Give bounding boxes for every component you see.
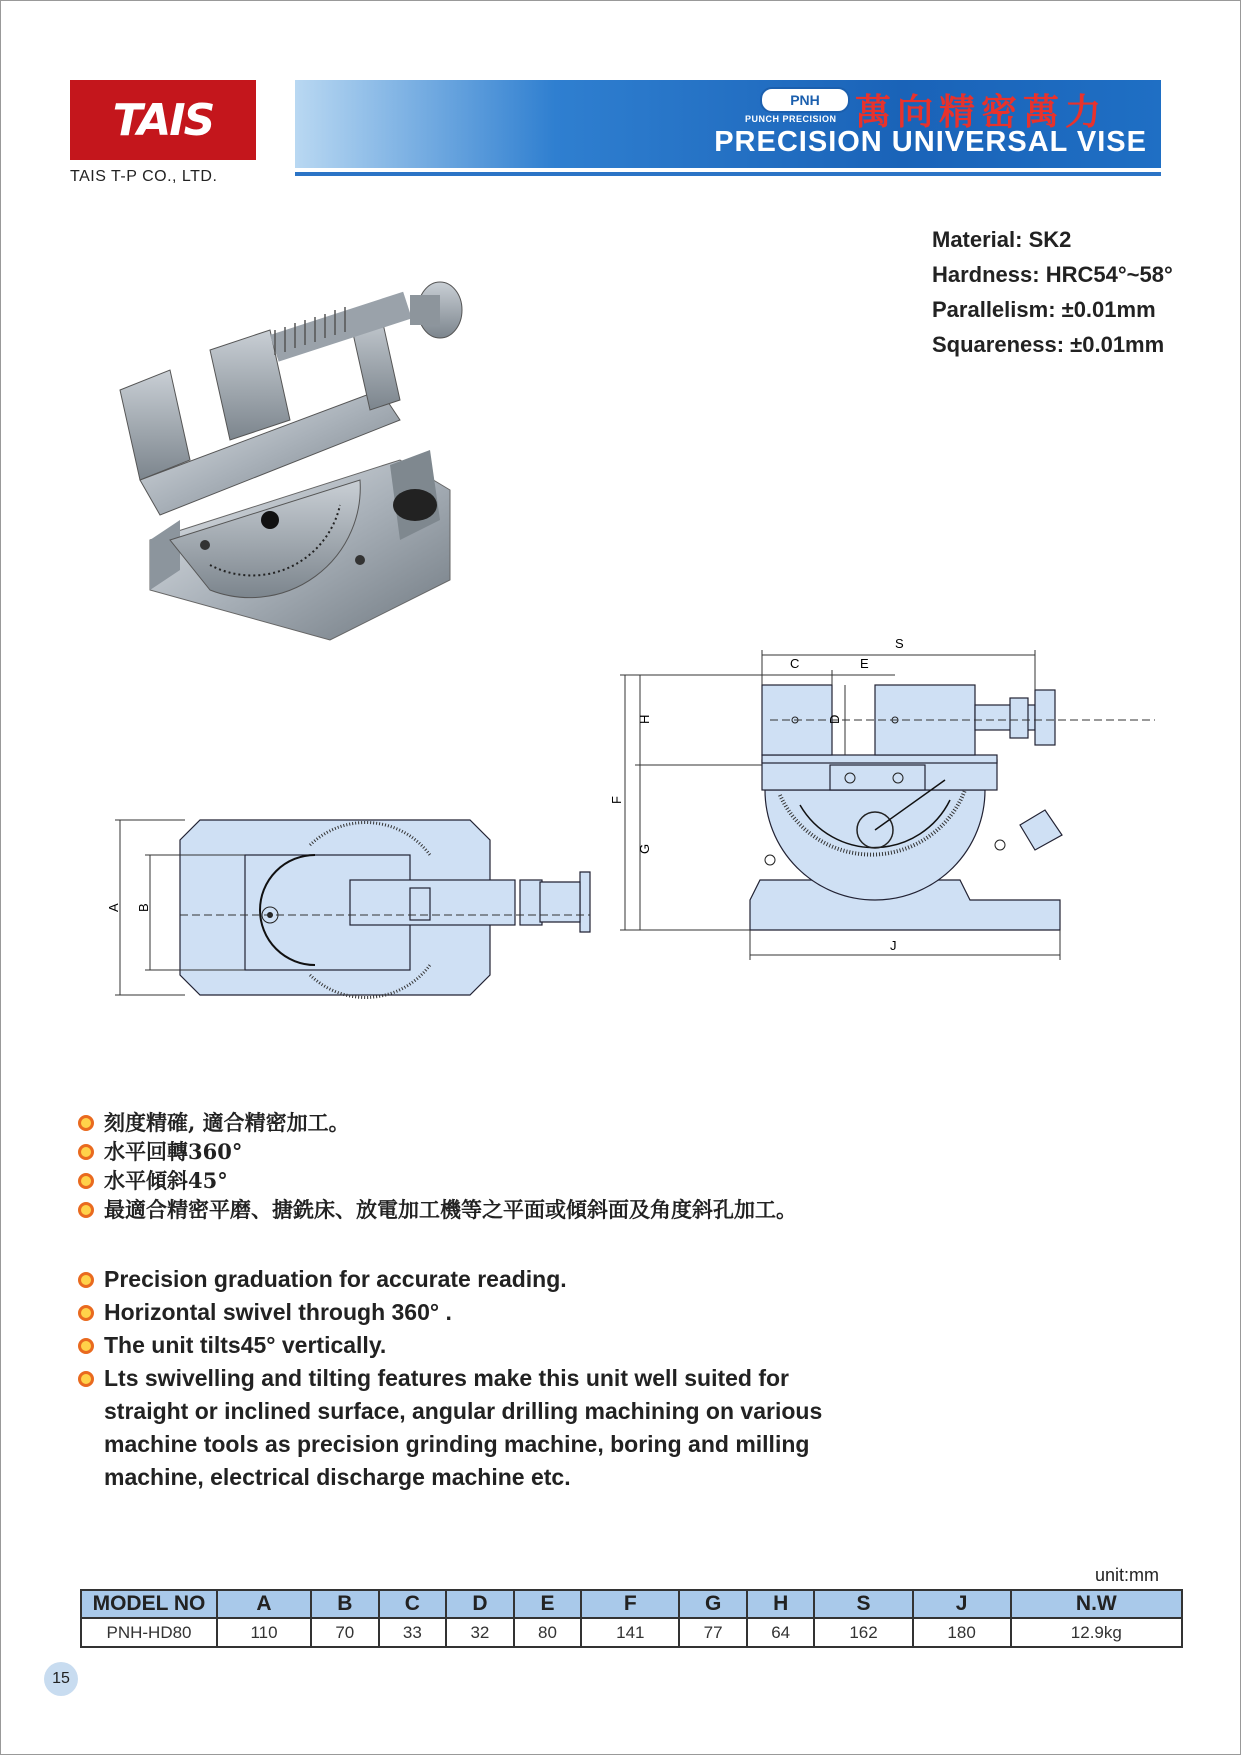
dim-label-g: G (637, 843, 652, 854)
spec-list (932, 222, 1173, 362)
list-item (78, 1195, 797, 1224)
top-view-drawing (106, 800, 630, 1020)
title-banner (295, 80, 1161, 168)
table-header: E (514, 1590, 582, 1618)
table-cell: 180 (913, 1618, 1011, 1647)
badge-subtitle: PUNCH PRECISION (745, 114, 837, 124)
table-row (81, 1618, 1182, 1647)
table-header: H (747, 1590, 815, 1618)
table-cell: 141 (581, 1618, 679, 1647)
table-header: C (379, 1590, 447, 1618)
spec-hardness: Hardness: HRC54°~58° (932, 262, 1173, 287)
list-item (78, 1329, 838, 1362)
chinese-feature-list (78, 1108, 797, 1224)
bullet-icon (78, 1144, 94, 1160)
table-cell: 80 (514, 1618, 582, 1647)
dim-label-h: H (637, 714, 652, 724)
table-header: J (913, 1590, 1011, 1618)
dim-label-e: E (860, 656, 869, 671)
english-feature-list (78, 1263, 838, 1494)
dim-label-f: F (609, 796, 624, 804)
table-header: G (679, 1590, 747, 1618)
banner-underline (295, 172, 1161, 176)
dim-label-d: D (827, 714, 842, 724)
table-cell: 162 (814, 1618, 912, 1647)
feature-text: 水平回轉360° (104, 1139, 243, 1164)
table-header: D (446, 1590, 514, 1618)
feature-text: 刻度精確, 適合精密加工。 (104, 1110, 350, 1135)
table-cell: 12.9kg (1011, 1618, 1182, 1647)
table-header: MODEL NO (81, 1590, 217, 1618)
spec-parallelism: Parallelism: ±0.01mm (932, 297, 1156, 322)
spec-squareness: Squareness: ±0.01mm (932, 332, 1165, 357)
company-name: TAIS T-P CO., LTD. (70, 168, 218, 185)
list-item (78, 1362, 838, 1494)
table-cell: 33 (379, 1618, 447, 1647)
list-item (78, 1296, 838, 1329)
list-item (78, 1263, 838, 1296)
bullet-icon (78, 1173, 94, 1189)
feature-text: 水平傾斜45° (104, 1168, 228, 1193)
table-cell: 77 (679, 1618, 747, 1647)
table-cell: 32 (446, 1618, 514, 1647)
spec-table (80, 1589, 1183, 1648)
dim-label-c: C (790, 656, 800, 671)
bullet-icon (78, 1371, 94, 1387)
dim-label-s: S (895, 636, 904, 651)
bullet-icon (78, 1202, 94, 1218)
table-header: S (814, 1590, 912, 1618)
page-number: 15 (44, 1662, 78, 1696)
table-cell: 70 (311, 1618, 379, 1647)
dim-label-j: J (890, 938, 897, 953)
bullet-icon (78, 1272, 94, 1288)
bullet-icon (78, 1115, 94, 1131)
feature-text: Precision graduation for accurate reading. (104, 1266, 567, 1292)
logo-text: TAIS (112, 94, 214, 146)
table-cell: 110 (217, 1618, 311, 1647)
bullet-icon (78, 1338, 94, 1354)
dim-label-a: A (106, 903, 121, 912)
chinese-title: 萬向精密萬力 (855, 91, 1108, 133)
pnh-badge: PNH (760, 87, 850, 113)
spec-material: Material: SK2 (932, 227, 1072, 252)
list-item (78, 1166, 797, 1195)
company-logo (70, 80, 256, 160)
table-cell: PNH-HD80 (81, 1618, 217, 1647)
list-item (78, 1137, 797, 1166)
list-item (78, 1108, 797, 1137)
table-header: N.W (1011, 1590, 1182, 1618)
english-title: PRECISION UNIVERSAL VISE (714, 126, 1147, 158)
feature-text: The unit tilts45° vertically. (104, 1332, 387, 1358)
table-cell: 64 (747, 1618, 815, 1647)
table-header: F (581, 1590, 679, 1618)
side-view-drawing (609, 636, 1170, 1040)
feature-text: Lts swivelling and tilting features make this unit well suited for straight or inclined surface, angular drilling machining on various machine tools as precision grinding machine, boring and milling machine, electrical discharge machine etc. (104, 1365, 823, 1490)
table-header-row (81, 1590, 1182, 1618)
unit-label: unit:mm (1095, 1565, 1160, 1585)
product-photo (110, 290, 470, 670)
table-header: B (311, 1590, 379, 1618)
bullet-icon (78, 1305, 94, 1321)
feature-text: 最適合精密平磨、搪銑床、放電加工機等之平面或傾斜面及角度斜孔加工。 (104, 1197, 797, 1222)
table-header: A (217, 1590, 311, 1618)
feature-text: Horizontal swivel through 360° . (104, 1299, 452, 1325)
dim-label-b: B (136, 903, 151, 912)
